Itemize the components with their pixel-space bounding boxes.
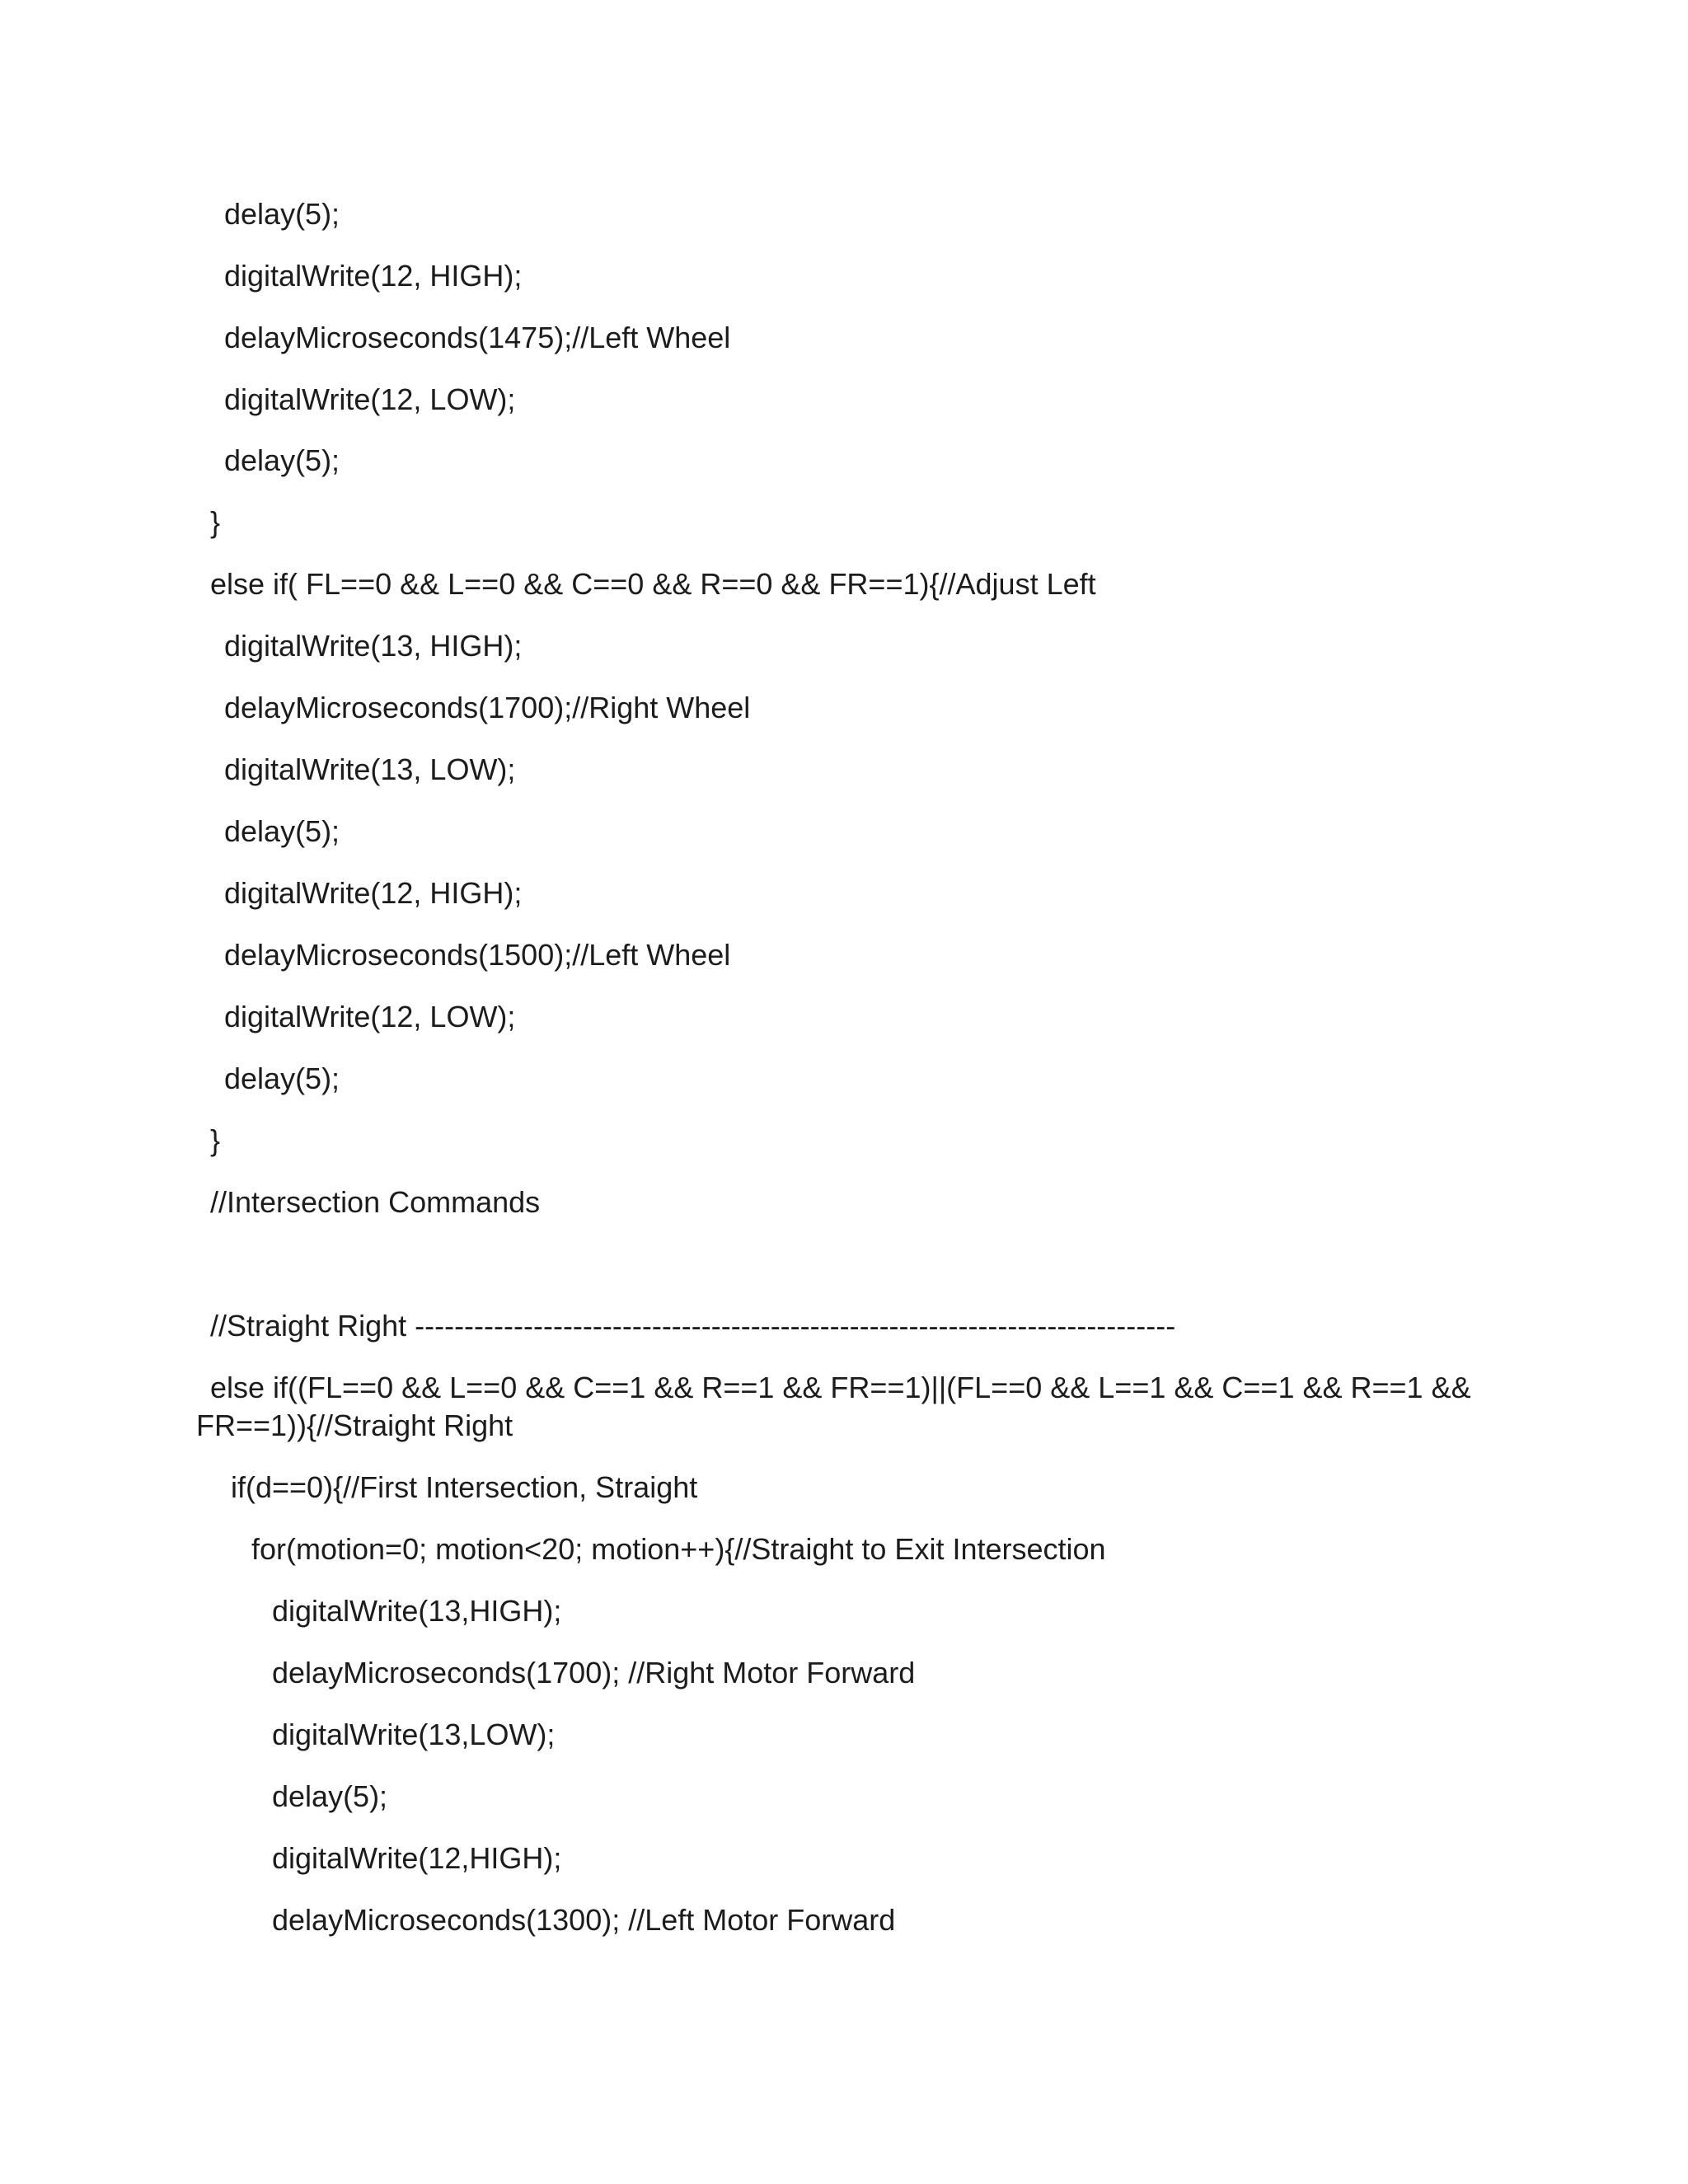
code-line: digitalWrite(13,LOW); [272, 1718, 556, 1751]
code-line: delayMicroseconds(1500);//Left Wheel [224, 938, 731, 972]
code-line: digitalWrite(12, HIGH); [224, 876, 523, 910]
code-line: delay(5); [224, 197, 340, 231]
code-line: //Intersection Commands [210, 1185, 541, 1219]
code-line: else if((FL==0 && L==0 && C==1 && R==1 && FR==1)||(FL==0 && L==1 && C==1 && R==1 && [210, 1371, 1471, 1404]
code-line: else if( FL==0 && L==0 && C==0 && R==0 && FR==1){//Adjust Left [210, 567, 1096, 601]
code-line: digitalWrite(13, LOW); [224, 752, 516, 786]
code-line: digitalWrite(12, LOW); [224, 1000, 516, 1033]
code-line: delayMicroseconds(1300); //Left Motor Forward [272, 1903, 896, 1937]
code-line: delayMicroseconds(1475);//Left Wheel [224, 321, 731, 354]
code-line: delay(5); [224, 443, 340, 477]
code-line: digitalWrite(12, HIGH); [224, 259, 523, 293]
code-line: FR==1)){//Straight Right [196, 1408, 513, 1442]
code-line: digitalWrite(13,HIGH); [272, 1594, 562, 1628]
code-line: if(d==0){//First Intersection, Straight [231, 1470, 698, 1504]
code-line: } [210, 1123, 221, 1157]
code-line: //Straight Right ----------------------------------------------------------------------------- [210, 1309, 1176, 1343]
code-line: digitalWrite(12, LOW); [224, 382, 516, 416]
code-line: delay(5); [224, 814, 340, 848]
code-line: delayMicroseconds(1700);//Right Wheel [224, 691, 751, 724]
code-line: delay(5); [272, 1779, 388, 1813]
code-line: for(motion=0; motion<20; motion++){//Straight to Exit Intersection [251, 1532, 1106, 1566]
code-line: digitalWrite(13, HIGH); [224, 629, 523, 663]
code-line: } [210, 505, 221, 539]
code-line: delayMicroseconds(1700); //Right Motor Forward [272, 1656, 916, 1690]
code-line: delay(5); [224, 1062, 340, 1095]
code-line: digitalWrite(12,HIGH); [272, 1841, 562, 1875]
